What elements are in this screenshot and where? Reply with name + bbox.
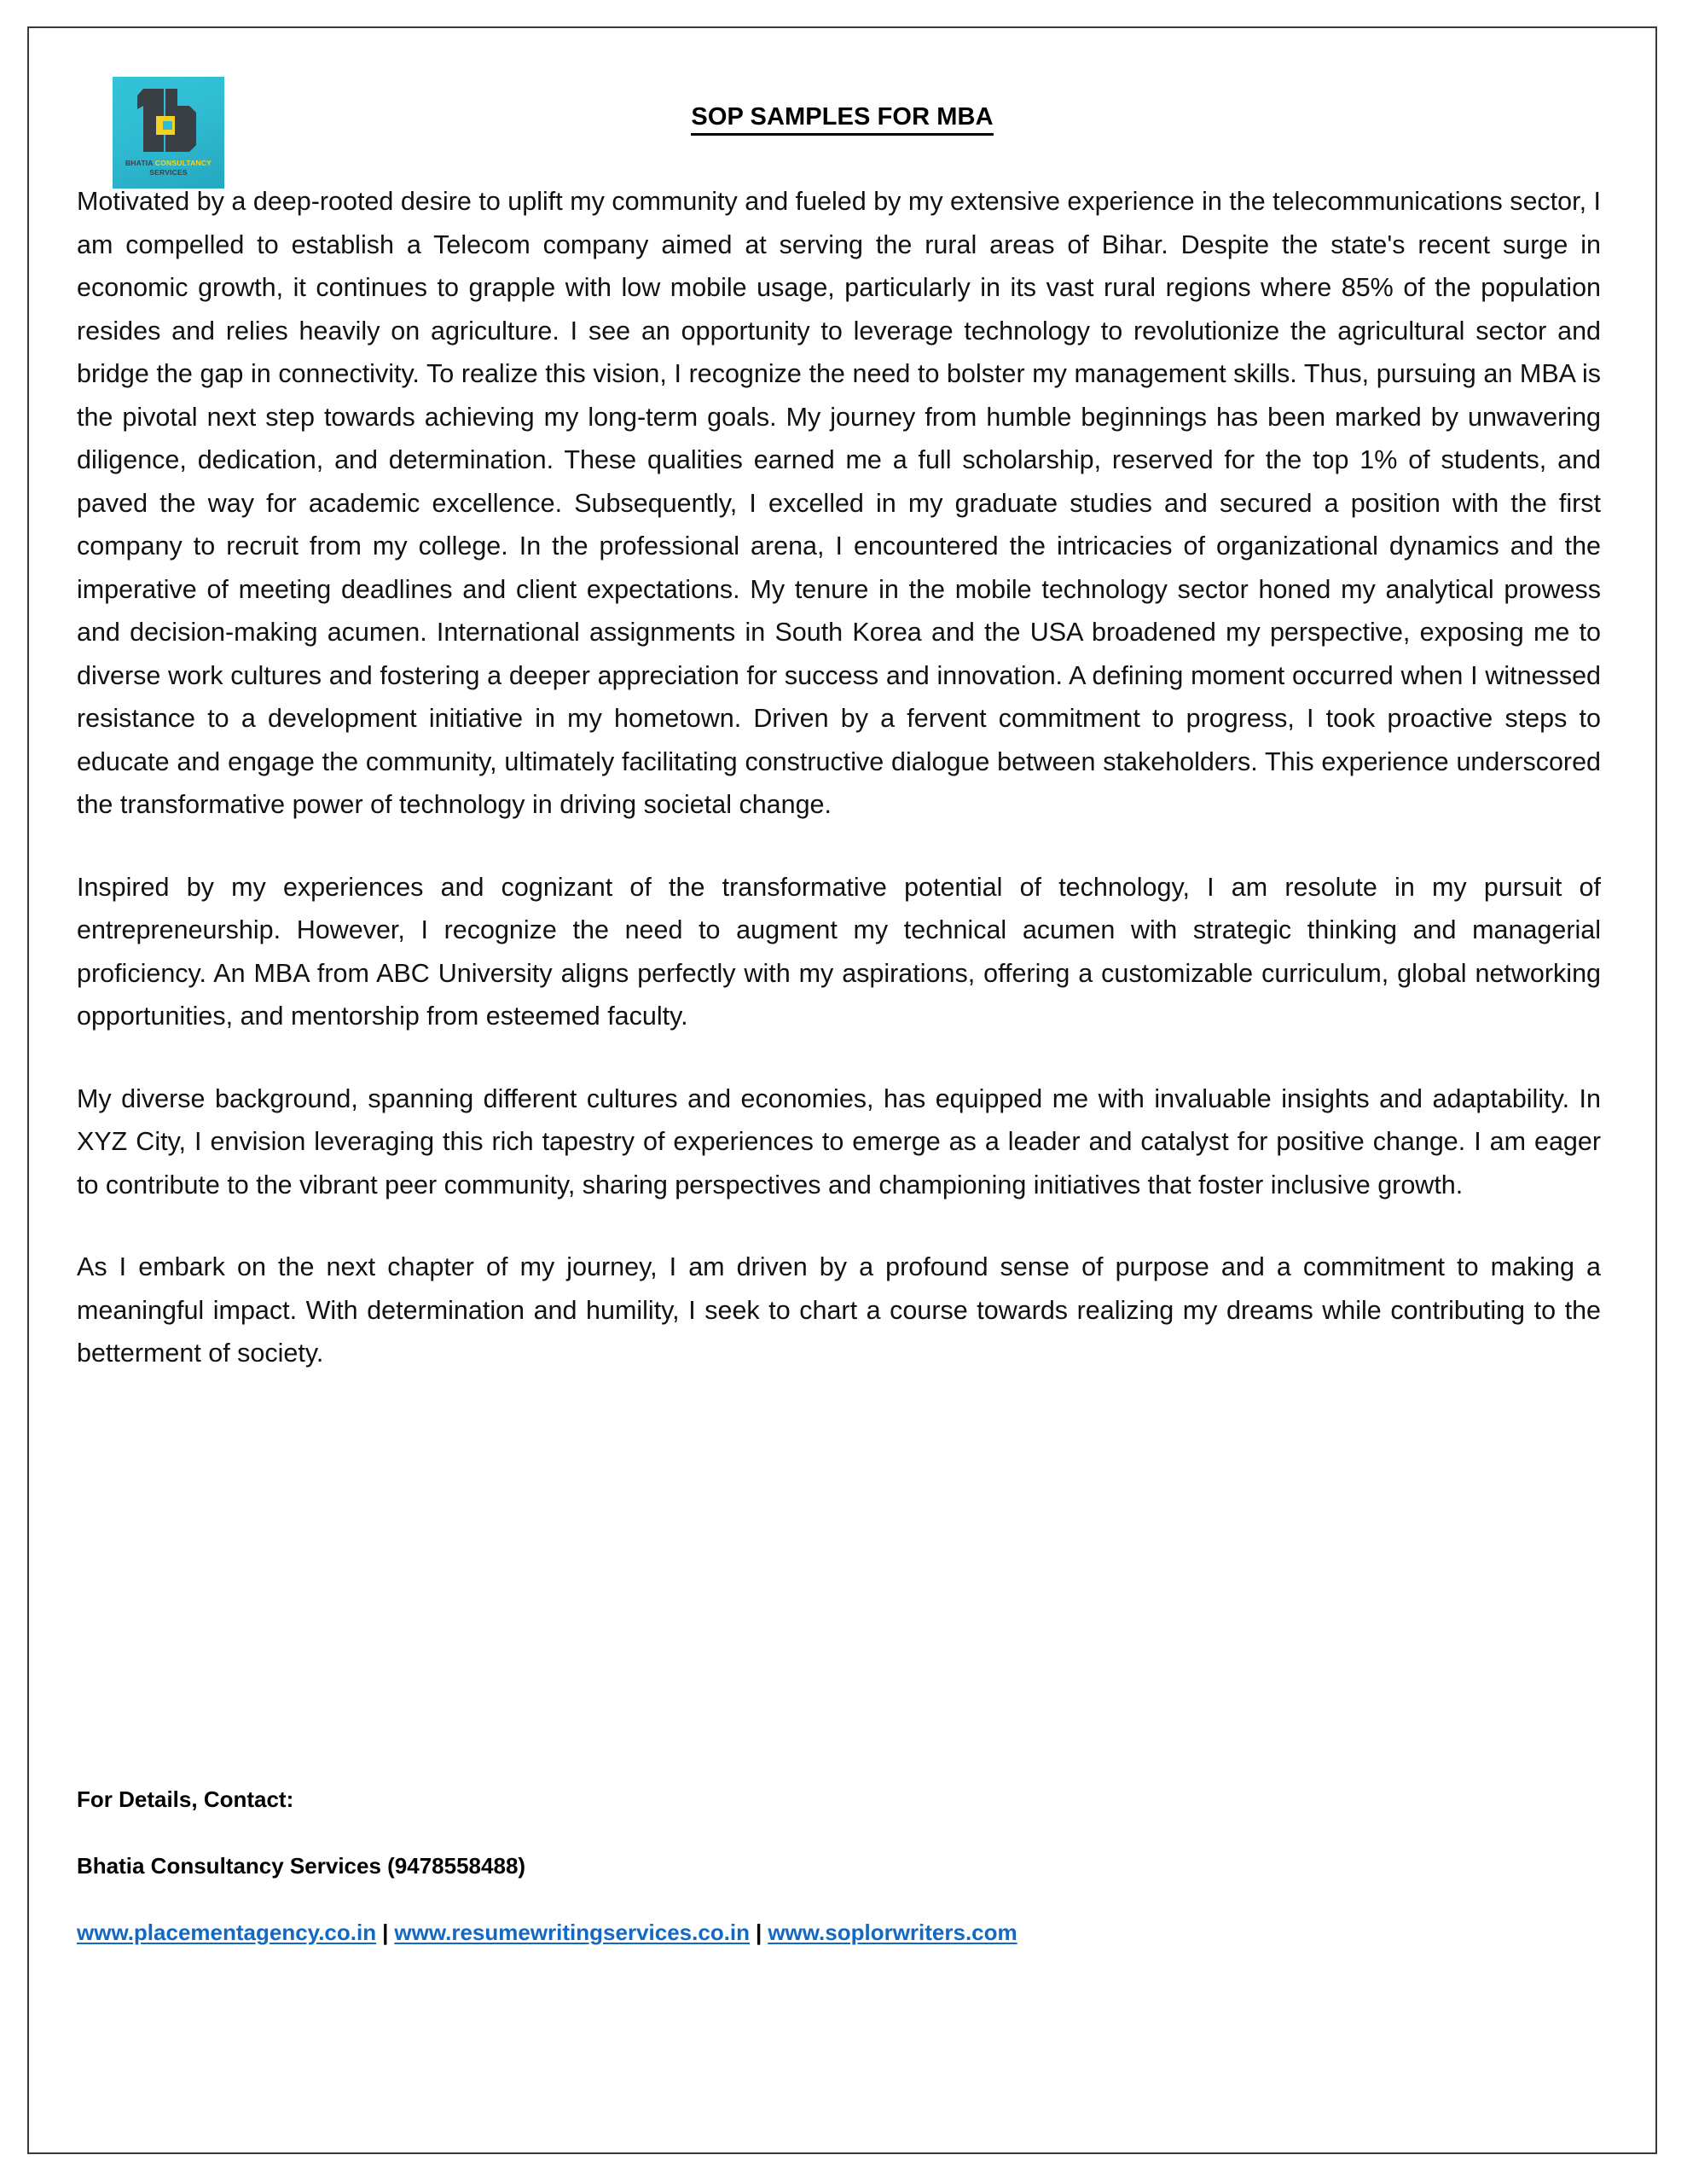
document-page: [27, 26, 1657, 2154]
logo-caption-line1-plain: BHATIA: [125, 159, 155, 167]
link-separator: |: [382, 1919, 389, 1945]
document-header: [29, 28, 1655, 177]
link-placementagency[interactable]: www.placementagency.co.in: [77, 1919, 377, 1945]
logo-caption-line2: SERVICES: [149, 168, 188, 177]
page-title: [29, 103, 1655, 131]
link-resumewritingservices[interactable]: www.resumewritingservices.co.in: [394, 1919, 751, 1945]
paragraph: Motivated by a deep-rooted desire to uplift my community and fueled by my extensive experience in the telecommunications sector, I am compelled to establish a Telecom company aimed at serving the rural areas of Bihar. Despite the state's recent surge in economic growth, it continues to grapple with low mobile usage, particularly in its vast rural regions where 85% of the population resides and relies heavily on agriculture. I see an opportunity to leverage technology to revolutionize the agricultural sector and bridge the gap in connectivity. To realize this vision, I recognize the need to bolster my management skills. Thus, pursuing an MBA is the pivotal next step towards achieving my long-term goals. My journey from humble beginnings has been marked by unwavering diligence, dedication, and determination. These qualities earned me a full scholarship, reserved for the top 1% of students, and paved the way for academic excellence. Subsequently, I excelled in my graduate studies and secured a position with the first company to recruit from my college. In the professional arena, I encountered the intricacies of organizational dynamics and the imperative of meeting deadlines and client expectations. My tenure in the mobile technology sector honed my analytical prowess and decision-making acumen. International assignments in South Korea and the USA broadened my perspective, exposing me to diverse work cultures and fostering a deeper appreciation for success and innovation. A defining moment occurred when I witnessed resistance to a development initiative in my hometown. Driven by a fervent commitment to progress, I took proactive steps to educate and engage the community, ultimately facilitating constructive dialogue between stakeholders. This experience underscored the transformative power of technology in driving societal change.: [77, 187, 1601, 819]
logo-caption: [113, 159, 224, 178]
paragraph: My diverse background, spanning different cultures and economies, has equipped me with invaluable insights and adaptability. In XYZ City, I envision leveraging this rich tapestry of experiences to emerge as a leader and catalyst for positive change. I am eager to contribute to the vibrant peer community, sharing perspectives and championing initiatives that foster inclusive growth.: [77, 1083, 1601, 1199]
paragraph: Inspired by my experiences and cognizant of the transformative potential of technology, I am resolute in my pursuit of entrepreneurship. However, I recognize the need to augment my technical acumen with strategic thinking and managerial proficiency. An MBA from ABC University aligns perfectly with my aspirations, offering a customizable curriculum, global networking opportunities, and mentorship from esteemed faculty.: [77, 872, 1601, 1031]
document-footer: [77, 1786, 1601, 1947]
contact-heading: For Details, Contact:: [77, 1786, 294, 1812]
page-title-text: SOP SAMPLES FOR MBA: [691, 103, 993, 136]
link-separator: |: [756, 1919, 762, 1945]
paragraph: As I embark on the next chapter of my journey, I am driven by a profound sense of purpose and a commitment to making a meaningful impact. With determination and humility, I seek to chart a course towards realizing my dreams while contributing to the betterment of society.: [77, 1252, 1601, 1368]
bhatia-consultancy-logo: [113, 77, 224, 189]
company-contact-line: Bhatia Consultancy Services (9478558488): [77, 1852, 526, 1879]
footer-links: [77, 1919, 1601, 1948]
logo-caption-line1-highlight: CONSULTANCY: [154, 159, 212, 167]
document-body: [77, 180, 1601, 1375]
link-soplorwriters[interactable]: www.soplorwriters.com: [768, 1919, 1017, 1945]
